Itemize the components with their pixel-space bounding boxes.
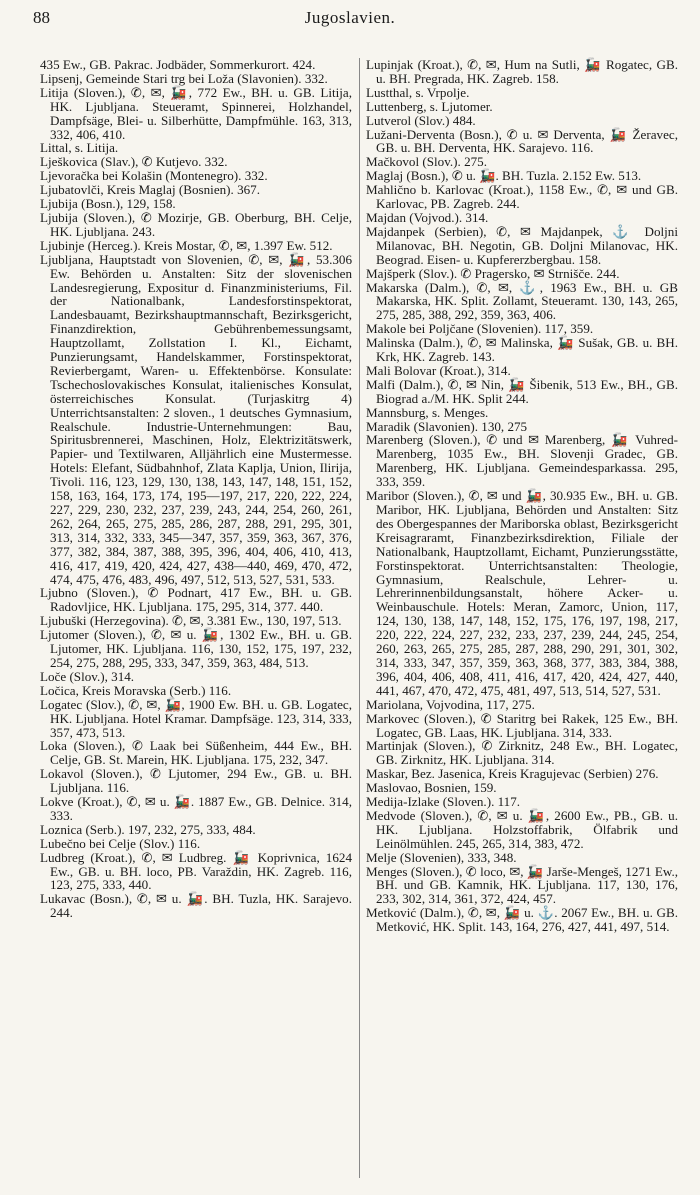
gazetteer-entry: Markovec (Sloven.), ✆ Staritrg bei Rakek, 125 Ew., BH. Logatec, GB. Laas, HK. Ljubljana. 314, 333. [366,710,678,740]
gazetteer-entry: Luttenberg, s. Ljutomer. [366,98,493,114]
gazetteer-entry: Maslovao, Bosnien, 159. [366,780,497,796]
gazetteer-entry: Maskar, Bez. Jasenica, Kreis Kragujevac (Serbien) 276. [366,766,659,782]
gazetteer-entry: Lutverol (Slov.) 484. [366,112,476,128]
gazetteer-entry: Mannsburg, s. Menges. [366,404,489,420]
gazetteer-entry: Ljubuški (Herzegovina). ✆, ✉, 3.381 Ew., 130, 197, 513. [40,613,342,629]
gazetteer-entry: Littal, s. Litija. [40,140,119,156]
gazetteer-entry: Makole bei Poljčane (Slovenien). 117, 359. [366,321,594,337]
gazetteer-entry: Ljubatovlči, Kreis Maglaj (Bosnien). 367. [40,182,261,198]
left-column [40,58,352,920]
gazetteer-entry: Majšperk (Slov.). ✆ Pragersko, ✉ Strnišče. 244. [366,265,620,281]
gazetteer-entry: Loka (Sloven.), ✆ Laak bei Süßenheim, 444 Ew., BH. Celje, GB. St. Marein, HK. Ljubljana. 175, 232, 347. [40,738,352,768]
gazetteer-entry: Menges (Sloven.), ✆ loco, ✉, 🚂 Jarše-Mengeš, 1271 Ew., BH. und GB. Kamnik, HK. Ljubljana. 117, 130, 176, 233, 302, 314, 361, 372, 424, 457. [366,863,678,907]
gazetteer-entry: Ljevoračka bei Kolašin (Montenegro). 332. [40,168,268,184]
gazetteer-entry: 435 Ew., GB. Pakrac. Jodbäder, Sommerkurort. 424. [40,57,316,72]
gazetteer-entry: Ljubno (Sloven.), ✆ Podnart, 417 Ew., BH. u. GB. Radovljice, HK. Ljubljana. 175, 295, 314, 377. 440. [40,585,352,615]
gazetteer-entry: Maglaj (Bosn.), ✆ u. 🚂. BH. Tuzla. 2.152 Ew. 513. [366,168,642,184]
page-title: Jugoslavien. [304,8,396,27]
gazetteer-entry: Logatec (Slov.), ✆, ✉, 🚂, 1900 Ew. BH. u. GB. Logatec, HK. Ljubljana. Hotel Kramar. Dampfsäge. 123, 314, 333, 357, 473, 513. [40,696,352,740]
gazetteer-entry: Lokavol (Sloven.), ✆ Ljutomer, 294 Ew., GB. u. BH. Ljubljana. 116. [40,766,352,796]
gazetteer-entry: Loznica (Serb.). 197, 232, 275, 333, 484. [40,821,256,837]
gazetteer-entry: Lupinjak (Kroat.), ✆, ✉, Hum na Sutli, 🚂 Rogatec, GB. u. BH. Pregrada, HK. Zagreb. 158. [366,57,678,86]
gazetteer-entry: Litija (Sloven.), ✆, ✉, 🚂, 772 Ew., BH. u. GB. Litija, HK. Ljubljana. Steueramt, Spinnerei, Holzhandel, Dampfsäge, Blei- u. Silberhütte, Dampfmühle. 163, 313, 332, 406, 410. [40,84,352,142]
gazetteer-entry: Lukavac (Bosn.), ✆, ✉ u. 🚂. BH. Tuzla, HK. Sarajevo. 244. [40,891,352,921]
gazetteer-entry: Lješkovica (Slav.), ✆ Kutjevo. 332. [40,154,228,170]
gazetteer-entry: Ločica, Kreis Moravska (Serb.) 116. [40,682,232,698]
gazetteer-entry: Majdanpek (Serbien), ✆, ✉ Majdanpek, ⚓ Doljni Milanovac, BH. Negotin, GB. Doljni Milanovac, HK. Beograd. Eisen- u. Kupfererzbergbau. 158. [366,223,678,267]
gazetteer-entry: Metković (Dalm.), ✆, ✉, 🚂 u. ⚓. 2067 Ew., BH. u. GB. Metković, HK. Split. 143, 164, 276, 427, 441, 497, 514. [366,905,678,935]
gazetteer-entry: Majdan (Vojvod.). 314. [366,209,489,225]
gazetteer-entry: Mahlično b. Karlovac (Kroat.), 1158 Ew., ✆, ✉ und GB. Karlovac, PB. Zagreb. 244. [366,182,678,212]
gazetteer-entry: Lužani-Derventa (Bosn.), ✆ u. ✉ Derventa, 🚂 Žeravec, GB. u. BH. Derventa, HK. Sarajevo. 116. [366,126,678,156]
gazetteer-entry: Lipsenj, Gemeinde Stari trg bei Loža (Slavonien). 332. [40,70,328,86]
gazetteer-entry: Ljubija (Sloven.), ✆ Mozirje, GB. Oberburg, BH. Celje, HK. Ljubljana. 243. [40,209,352,239]
right-column [366,58,678,934]
gazetteer-entry: Lokve (Kroat.), ✆, ✉ u. 🚂. 1887 Ew., GB. Delnice. 314, 333. [40,794,352,823]
gazetteer-entry: Ljubija (Bosn.), 129, 158. [40,196,176,212]
gazetteer-entry: Mariolana, Vojvodina, 117, 275. [366,696,535,712]
column-divider [359,58,360,1178]
gazetteer-entry: Loče (Slov.), 314. [40,668,135,684]
gazetteer-entry: Lustthal, s. Vrpolje. [366,84,470,100]
gazetteer-entry: Malfi (Dalm.), ✆, ✉ Nin, 🚂 Šibenik, 513 Ew., BH., GB. Biograd a./M. HK. Split 244. [366,376,678,406]
gazetteer-entry: Ljubinje (Herceg.). Kreis Mostar, ✆, ✉, 1.397 Ew. 512. [40,237,333,253]
gazetteer-entry: Medija-Izlake (Sloven.). 117. [366,794,521,810]
gazetteer-entry: Mali Bolovar (Kroat.), 314. [366,362,511,378]
gazetteer-entry: Medvode (Sloven.), ✆, ✉ u. 🚂, 2600 Ew., PB., GB. u. HK. Ljubljana. Holzstoffabrik, Ölfabrik und Leinölmühlen. 245, 265, 314, 383, 472. [366,807,678,851]
page-header [0,8,700,34]
gazetteer-entry: Ljutomer (Sloven.), ✆, ✉ u. 🚂, 1302 Ew., BH. u. GB. Ljutomer, HK. Ljubljana. 116, 130, 152, 175, 197, 232, 254, 275, 288, 295, 333, 347, 359, 363, 484, 513. [40,627,352,670]
gazetteer-entry: Ludbreg (Kroat.), ✆, ✉ Ludbreg. 🚂 Koprivnica, 1624 Ew., GB. u. BH. loco, PB. Varaždin, HK. Zagreb. 116, 123, 275, 333, 440. [40,849,352,893]
gazetteer-entry: Makarska (Dalm.), ✆, ✉, ⚓, 1963 Ew., BH. u. GB Makarska, HK. Split. Zollamt, Steueramt. 130, 143, 265, 275, 285, 388, 292, 359, 363, 406. [366,279,678,323]
gazetteer-entry: Malinska (Dalm.), ✆, ✉ Malinska, 🚂 Sušak, GB. u. BH. Krk, HK. Zagreb. 143. [366,335,678,365]
gazetteer-entry: Melje (Slovenien), 333, 348. [366,849,517,865]
page-number: 88 [33,8,50,27]
gazetteer-entry: Lubečno bei Celje (Slov.) 116. [40,835,201,851]
gazetteer-entry: Ljubljana, Hauptstadt von Slovenien, ✆, ✉, 🚂, 53.306 Ew. Behörden u. Anstalten: Sitz der slovenischen Landesregierung, Expositur d. Finanzministeriums, Fil. der Nationalbank, Landesforstinspektorat, Landesbauamt, Bezirkshauptmannschaft, Bezirksgericht, Finanzdirektion, Gebührenbemessungsamt, Hauptzollamt, Zollstation I. Kl., Eichamt, Punzierungsamt, Handelskammer, Forstinspektorat, Revierbergamt, Waren- u. Effektenbörse. Konsulate: Tschechoslovakisches Konsulat, italienisches Konsulat, österreichisches Konsulat. (Turjaskitrg 4) Unterrichtsanstalten: 2 sloven., 1 deutsches Gymnasium, Realschule. Industrie-Unternehmungen: Bau, Spiritusbrennerei, Maschinen, Holz, Elektrizitätswerk, Papier- und Textilwaren, Alljährlich eine Mustermesse. Hotels: Elefant, Südbahnhof, Zlata Kaplja, Union, Ilirija, Tivoli. 116, 123, 129, 130, 138, 143, 147, 148, 151, 152, 158, 163, 164, 173, 174, 195—197, 217, 220, 222, 224, 227, 229, 230, 232, 237, 239, 243, 244, 254, 260, 261, 262, 264, 265, 275, 285, 286, 287, 288, 291, 295, 301, 313, 314, 332, 333, 345—347, 357, 359, 363, 367, 376, 377, 382, 384, 387, 388, 395, 396, 404, 406, 410, 413, 416, 417, 419, 420, 424, 427, 438—440, 469, 470, 472, 474, 475, 476, 483, 496, 497, 512, 513, 527, 531, 533. [40,251,352,587]
gazetteer-entry: Martinjak (Sloven.), ✆ Zirknitz, 248 Ew., BH. Logatec, GB. Zirknitz, HK. Ljubljana. 314. [366,738,678,768]
gazetteer-entry: Mačkovol (Slov.). 275. [366,154,487,170]
gazetteer-entry: Maradik (Slavonien). 130, 275 [366,418,528,434]
gazetteer-entry: Marenberg (Sloven.), ✆ und ✉ Marenberg, 🚂 Vuhred-Marenberg, 1035 Ew., BH. Slovenji Gradec, GB. Marenberg, HK. Ljubljana. Gemeindesparkassa. 295, 333, 359. [366,432,678,490]
gazetteer-entry: Maribor (Sloven.), ✆, ✉ und 🚂, 30.935 Ew., BH. u. GB. Maribor, HK. Ljubljana, Behörden und Anstalten: Sitz des Obergespannes der Mariborska oblast, Bezirksgericht Kreisagraramt, Finanzbezirksdirektion, Filiale der Nationalbank, Hauptzollamt, Eichamt, Punzierungsstätte, Forstinspektorat. Unterrichtsanstalten: Theologie, Gymnasium, Realschule, Lehrer- u. Lehrerinnenbildungsanstalt, höhere Acker- u. Weinbauschule. Hotels: Meran, Zamorc, Union, 117, 124, 130, 138, 147, 148, 152, 175, 176, 197, 198, 217, 220, 222, 224, 227, 232, 233, 237, 239, 244, 245, 254, 260, 263, 265, 275, 285, 287, 288, 290, 291, 301, 302, 314, 333, 347, 357, 359, 363, 368, 377, 383, 384, 388, 396, 404, 406, 408, 411, 416, 417, 420, 424, 427, 440, 441, 467, 470, 472, 475, 481, 497, 513, 514, 527, 531. [366,488,678,698]
